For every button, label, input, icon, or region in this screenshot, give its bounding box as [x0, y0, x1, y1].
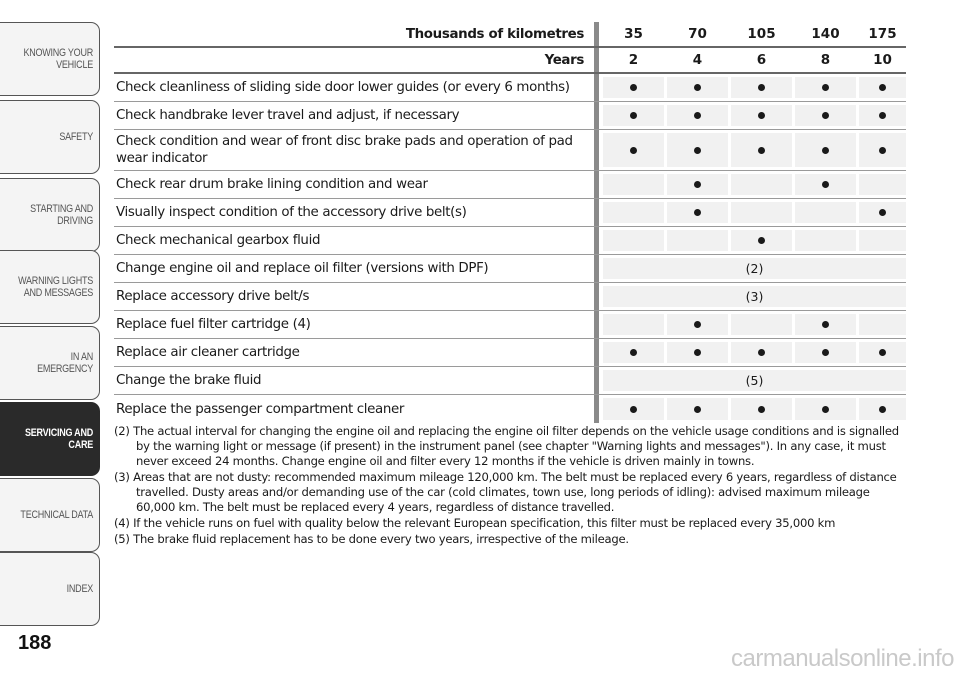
- bullet-icon: [758, 237, 765, 244]
- bullet-icon: [822, 147, 829, 154]
- bullet-icon: [879, 84, 886, 91]
- bullet-icon: [822, 349, 829, 356]
- column-separator: [594, 283, 599, 310]
- interval-note: (2): [603, 258, 906, 279]
- column-separator: [594, 395, 599, 423]
- column-separator: [594, 48, 599, 72]
- column-separator: [594, 171, 599, 198]
- tab-knowing-your-vehicle[interactable]: [0, 22, 100, 96]
- footnote-5: (5) The brake fluid replacement has to be done every two years, irrespective of the mileage.: [114, 532, 629, 546]
- operation-label: Replace fuel filter cartridge (4): [116, 317, 311, 332]
- bullet-icon: [822, 84, 829, 91]
- header-years-label: Years: [544, 52, 584, 68]
- header-km-cell: 175: [868, 26, 897, 42]
- interval-cell: [859, 174, 906, 195]
- interval-cell: [603, 398, 664, 420]
- interval-cell: [603, 342, 664, 363]
- bullet-icon: [822, 321, 829, 328]
- interval-cell: [859, 133, 906, 167]
- tab-label: KNOWING YOUR VEHICLE: [23, 47, 93, 71]
- tab-starting-and-driving[interactable]: [0, 178, 100, 252]
- column-separator: [594, 102, 599, 129]
- bullet-icon: [879, 112, 886, 119]
- interval-cell: [795, 133, 856, 167]
- header-km-cell: 35: [624, 26, 643, 42]
- bullet-icon: [630, 406, 637, 413]
- table-row: [114, 74, 906, 102]
- operation-label: Check cleanliness of sliding side door lower guides (or every 6 months): [116, 80, 570, 95]
- header-year-cell: 4: [692, 52, 703, 68]
- interval-cell: [603, 230, 664, 251]
- interval-cell: [731, 77, 792, 98]
- interval-cell: [667, 77, 728, 98]
- table-row: [114, 171, 906, 199]
- interval-cell: [731, 314, 792, 335]
- table-row: [114, 339, 906, 367]
- interval-cell: [667, 342, 728, 363]
- interval-cell: [859, 77, 906, 98]
- table-body: [114, 74, 906, 423]
- interval-cell: [731, 230, 792, 251]
- bullet-icon: [630, 84, 637, 91]
- bullet-icon: [694, 84, 701, 91]
- bullet-icon: [630, 112, 637, 119]
- table-row: [114, 255, 906, 283]
- table-row: [114, 199, 906, 227]
- tab-in-an-emergency[interactable]: [0, 326, 100, 400]
- interval-cell: [731, 202, 792, 223]
- operation-label: Check rear drum brake lining condition and wear: [116, 177, 428, 192]
- interval-cell: [795, 202, 856, 223]
- interval-cell: [603, 314, 664, 335]
- tab-technical-data[interactable]: [0, 478, 100, 552]
- bullet-icon: [758, 84, 765, 91]
- interval-cell: [667, 314, 728, 335]
- interval-cell: [731, 105, 792, 126]
- column-separator: [594, 367, 599, 394]
- tab-warning-lights[interactable]: [0, 250, 100, 324]
- interval-cell: [795, 105, 856, 126]
- table-row: [114, 227, 906, 255]
- interval-cell: [667, 105, 728, 126]
- watermark: carmanualsonline.info: [731, 645, 954, 672]
- tab-label: STARTING AND DRIVING: [30, 203, 93, 227]
- bullet-icon: [822, 112, 829, 119]
- interval-cell: [731, 342, 792, 363]
- interval-cell: [603, 105, 664, 126]
- interval-cell: [603, 202, 664, 223]
- table-row: [114, 395, 906, 423]
- bullet-icon: [879, 349, 886, 356]
- bullet-icon: [879, 147, 886, 154]
- operation-label: Replace air cleaner cartridge: [116, 345, 300, 360]
- operation-label: Visually inspect condition of the accessory drive belt(s): [116, 205, 467, 220]
- interval-cell: [795, 230, 856, 251]
- operation-label: Change the brake fluid: [116, 373, 262, 388]
- bullet-icon: [694, 406, 701, 413]
- interval-cell: [795, 398, 856, 420]
- table-row: [114, 130, 906, 171]
- interval-cell: [603, 133, 664, 167]
- tab-label: WARNING LIGHTS AND MESSAGES: [18, 275, 93, 299]
- operation-label: Check condition and wear of front disc brake pads and operation of pad wear indicator: [116, 134, 573, 166]
- bullet-icon: [758, 349, 765, 356]
- operation-label: Check mechanical gearbox fluid: [116, 233, 321, 248]
- operation-label: Change engine oil and replace oil filter (versions with DPF): [116, 261, 489, 276]
- footnote-4: (4) If the vehicle runs on fuel with quality below the relevant European specification, this filter must be replaced every 35,000 km: [114, 516, 836, 530]
- bullet-icon: [758, 406, 765, 413]
- interval-cell: [731, 133, 792, 167]
- bullet-icon: [630, 349, 637, 356]
- tab-label: SAFETY: [59, 131, 93, 143]
- column-separator: [594, 255, 599, 282]
- column-separator: [594, 227, 599, 254]
- table-row: [114, 367, 906, 395]
- footnotes: [114, 424, 906, 548]
- bullet-icon: [694, 147, 701, 154]
- bullet-icon: [879, 406, 886, 413]
- bullet-icon: [630, 147, 637, 154]
- interval-cell: [859, 314, 906, 335]
- tab-label: SERVICING AND CARE: [25, 427, 93, 451]
- header-year-cell: 8: [820, 52, 831, 68]
- interval-cell: [795, 342, 856, 363]
- operation-label: Replace accessory drive belt/s: [116, 289, 310, 304]
- header-year-cell: 6: [756, 52, 767, 68]
- column-separator: [594, 130, 599, 170]
- interval-cell: [795, 174, 856, 195]
- header-year-cell: 2: [628, 52, 639, 68]
- interval-cell: [603, 77, 664, 98]
- bullet-icon: [822, 406, 829, 413]
- interval-note: (3): [603, 286, 906, 307]
- page-number: 188: [18, 632, 52, 654]
- bullet-icon: [758, 147, 765, 154]
- header-row-years: [114, 48, 906, 74]
- interval-cell: [667, 202, 728, 223]
- bullet-icon: [822, 181, 829, 188]
- interval-cell: [731, 398, 792, 420]
- tab-label: INDEX: [66, 583, 93, 595]
- bullet-icon: [694, 321, 701, 328]
- column-separator: [594, 22, 599, 46]
- interval-cell: [859, 230, 906, 251]
- interval-note: (5): [603, 370, 906, 391]
- interval-cell: [667, 230, 728, 251]
- column-separator: [594, 311, 599, 338]
- interval-cell: [603, 174, 664, 195]
- interval-cell: [859, 342, 906, 363]
- footnote-3: (3) Areas that are not dusty: recommended maximum mileage 120,000 km. The belt must be replaced every 6 years, regardless of distance travelled. Dusty areas and/or demanding use of the car (cold climates, town use, long periods of idling): advised maximum mileage 60,000 km. The belt must be replaced every 4 years, regardless of distance travelled.: [114, 470, 897, 514]
- tab-label: IN AN EMERGENCY: [37, 351, 93, 375]
- interval-cell: [667, 398, 728, 420]
- interval-cell: [795, 77, 856, 98]
- bullet-icon: [694, 209, 701, 216]
- bullet-icon: [694, 112, 701, 119]
- footnote-2: (2) The actual interval for changing the engine oil and replacing the engine oil filter depends on the vehicle usage conditions and is signalled by the warning light or message (if present) in the instrument panel (see chapter "Warning lights and messages"). In any case, it must never exceed 24 months. Change engine oil and filter every 12 months if the vehicle is driven mainly in towns.: [114, 424, 899, 468]
- interval-cell: [667, 133, 728, 167]
- column-separator: [594, 199, 599, 226]
- column-separator: [594, 74, 599, 101]
- bullet-icon: [694, 349, 701, 356]
- interval-cell: [667, 174, 728, 195]
- bullet-icon: [694, 181, 701, 188]
- interval-cell: [795, 314, 856, 335]
- column-separator: [594, 339, 599, 366]
- operation-label: Check handbrake lever travel and adjust, if necessary: [116, 108, 460, 123]
- header-km-cell: 70: [688, 26, 707, 42]
- interval-cell: [859, 202, 906, 223]
- maintenance-schedule-table: [114, 22, 906, 423]
- header-row-kilometres: [114, 22, 906, 48]
- operation-label: Replace the passenger compartment cleaner: [116, 401, 405, 417]
- header-km-label: Thousands of kilometres: [405, 26, 584, 42]
- tab-label: TECHNICAL DATA: [20, 509, 93, 521]
- table-row: [114, 311, 906, 339]
- tab-servicing-and-care[interactable]: [0, 402, 100, 476]
- tab-index[interactable]: [0, 552, 100, 626]
- bullet-icon: [879, 209, 886, 216]
- tab-safety[interactable]: [0, 100, 100, 174]
- header-year-cell: 10: [873, 52, 892, 68]
- bullet-icon: [758, 112, 765, 119]
- header-km-cell: 105: [747, 26, 776, 42]
- interval-cell: [859, 398, 906, 420]
- table-row: [114, 102, 906, 130]
- header-km-cell: 140: [811, 26, 840, 42]
- table-row: [114, 283, 906, 311]
- interval-cell: [731, 174, 792, 195]
- interval-cell: [859, 105, 906, 126]
